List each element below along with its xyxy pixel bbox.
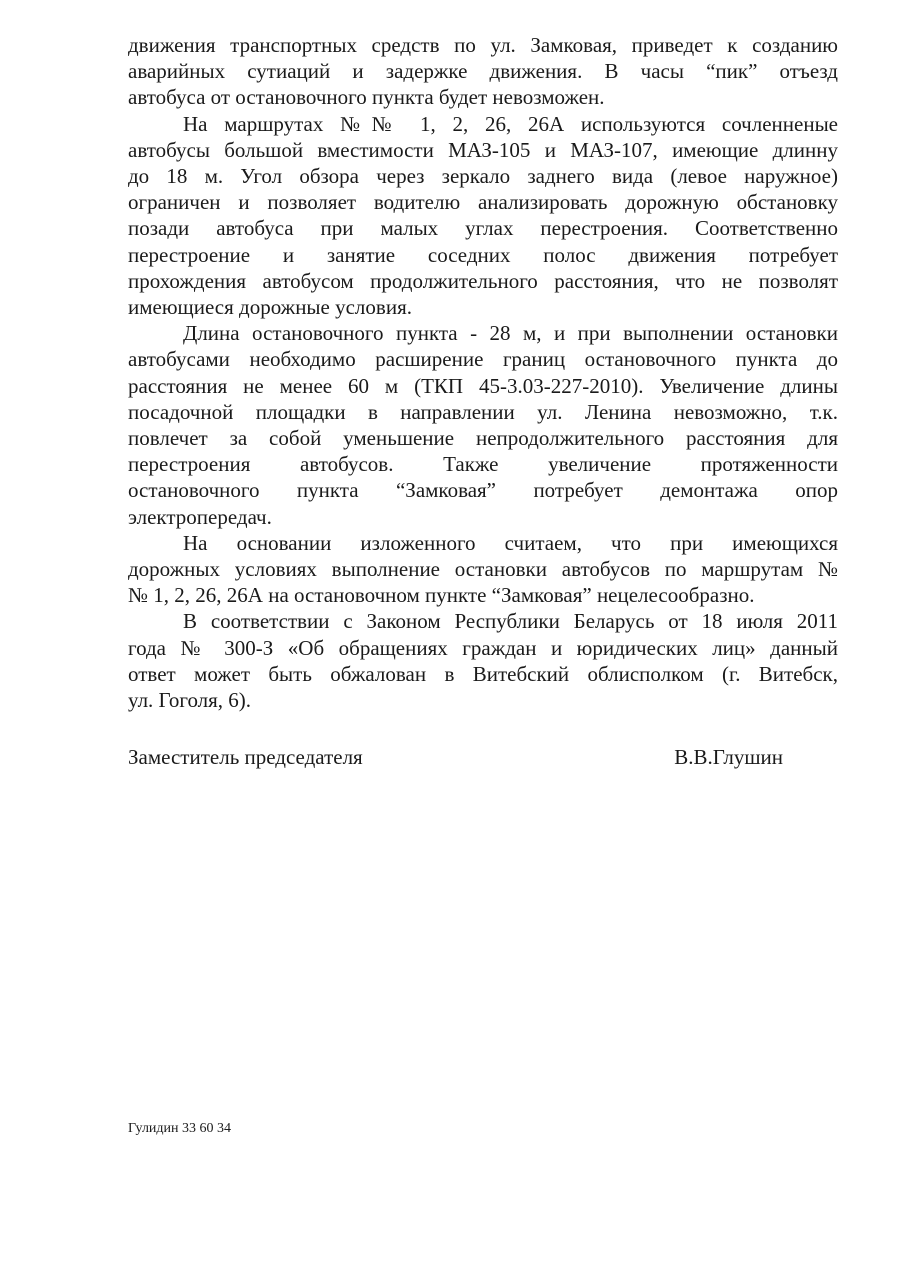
text-line: На основании изложенного считаем, что при имеющихся [183,530,838,555]
signature-title: Заместитель председателя [128,745,363,769]
text-line: повлечет за собой уменьшение непродолжительного расстояния для [128,426,838,451]
text-line: посадочной площадки в направлении ул. Ленина невозможно, т.к. [128,399,838,424]
text-line: автобусы большой вместимости МАЗ-105 и МАЗ-107, имеющие длинну [128,137,838,162]
text-line: прохождения автобусом продолжительного расстояния, что не позволят [128,268,838,293]
text-line: В соответствии с Законом Республики Беларусь от 18 июля 2011 [183,609,838,634]
text-line: электропередач. [128,504,272,529]
text-line: № 1, 2, 26, 26А на остановочном пункте “Замковая” нецелесообразно. [128,583,755,608]
footer-reference: Гулидин 33 60 34 [128,1121,232,1136]
text-line: Длина остановочного пункта - 28 м, и при выполнении остановки [183,321,838,346]
text-line: движения транспортных средств по ул. Замковая, приведет к созданию [128,33,838,57]
text-line: остановочного пункта “Замковая” потребует демонтажа опор [128,478,838,503]
text-line: перестроение и занятие соседних полос движения потребует [128,242,838,267]
text-line: аварийных сутиаций и задержке движения. В часы “пик” отъезд [128,59,838,84]
text-line: дорожных условиях выполнение остановки автобусов по маршрутам № [128,557,838,582]
signature-name: В.В.Глушин [674,745,783,769]
text-line: имеющиеся дорожные условия. [128,295,412,320]
text-line: автобуса от остановочного пункта будет невозможен. [128,85,605,110]
text-line: На маршрутах №№ 1, 2, 26, 26А используются сочленненые [183,111,838,136]
text-line: до 18 м. Угол обзора через зеркало заднего вида (левое наружное) [128,164,838,189]
text-line: ответ может быть обжалован в Витебский облисполком (г. Витебск, [128,661,838,686]
text-line: расстояния не менее 60 м (ТКП 45-3.03-227-2010). Увеличение длины [128,373,838,398]
document-body [128,32,838,713]
text-line: автобусами необходимо расширение границ остановочного пункта до [128,347,838,372]
text-line: позади автобуса при малых углах перестроения. Соответственно [128,216,838,241]
text-line: перестроения автобусов. Также увеличение протяженности [128,452,838,477]
text-line: ограничен и позволяет водителю анализировать дорожную обстановку [128,190,838,215]
signature-row [128,744,838,770]
text-line: года № 300-З «Об обращениях граждан и юридических лиц» данный [128,635,838,660]
text-line: ул. Гоголя, 6). [128,688,252,713]
